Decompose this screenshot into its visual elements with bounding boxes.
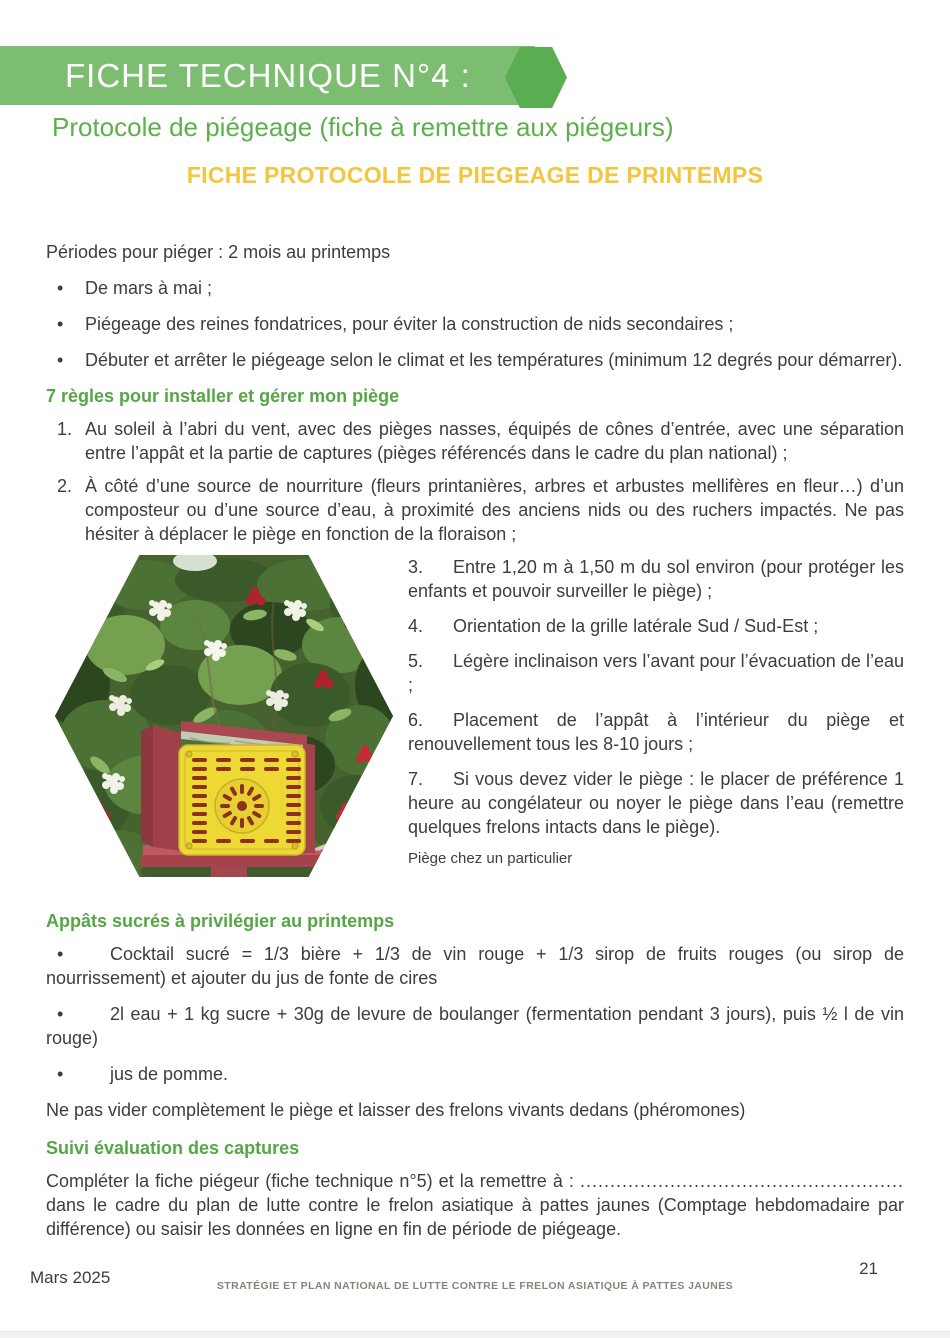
item-text: Au soleil à l’abri du vent, avec des pièges nasses, équipés de cônes d’entrée, avec une séparation entre l’appât et la partie de captures (pièges référencés dans le cadre du plan national) ; <box>85 419 904 463</box>
numbered-item <box>46 417 904 465</box>
item-number: 7. <box>408 769 424 789</box>
list-item <box>46 312 904 336</box>
followup-text-before: Compléter la fiche piégeur (fiche technique n°5) et la remettre à : <box>46 1171 580 1191</box>
item-text: À côté d’une source de nourriture (fleurs printanières, arbres et arbustes mellifères en fleur…) d’un composteur ou d’une source d’eau, à proximité des anciens nids ou des ruchers impactés. Ne pas hésiter à déplacer le piège en fonction de la floraison ; <box>85 476 904 544</box>
item-number: 2. <box>57 476 73 496</box>
main-heading: FICHE PROTOCOLE DE PIEGEAGE DE PRINTEMPS <box>186 162 764 188</box>
rules-list-left <box>46 417 904 546</box>
bullet-icon: • <box>57 278 64 298</box>
intro-lead: Périodes pour piéger : 2 mois au printemps <box>46 242 391 262</box>
bullet-icon: • <box>57 350 64 370</box>
bullet-icon: • <box>57 314 64 334</box>
list-item-text: Cocktail sucré = 1/3 bière + 1/3 de vin rouge + 1/3 sirop de fruits rouges (ou sirop de nourrissement) et ajouter du jus de fonte de cires <box>46 944 904 988</box>
item-number: 5. <box>408 651 424 671</box>
bullet-icon: • <box>57 1004 64 1024</box>
numbered-item <box>46 474 904 546</box>
list-item-text: Piégeage des reines fondatrices, pour éviter la construction de nids secondaires ; <box>85 314 734 334</box>
bullet-icon: • <box>57 1064 64 1084</box>
rules-heading: 7 règles pour installer et gérer mon piège <box>46 386 400 406</box>
numbered-item <box>408 708 904 756</box>
item-text: Entre 1,20 m à 1,50 m du sol environ (pour protéger les enfants et pouvoir surveiller le piège) ; <box>408 557 904 601</box>
footer-date: Mars 2025 <box>30 1268 111 1287</box>
list-item <box>46 1062 904 1086</box>
baits-note: Ne pas vider complètement le piège et laisser des frelons vivants dedans (phéromones) <box>46 1100 746 1120</box>
item-number: 6. <box>408 710 424 730</box>
page-subtitle: Protocole de piégeage (fiche à remettre aux piégeurs) <box>52 112 674 142</box>
numbered-item <box>408 614 904 638</box>
figure-row <box>46 555 904 879</box>
numbered-item <box>408 649 904 697</box>
list-item <box>46 1002 904 1050</box>
bullet-icon: • <box>57 944 64 964</box>
list-item <box>46 348 904 372</box>
item-text: Si vous devez vider le piège : le placer de préférence 1 heure au congélateur ou noyer le piège dans l’eau (remettre quelques frelons intacts dans le piège). <box>408 769 904 837</box>
list-item-text: Débuter et arrêter le piégeage selon le climat et les températures (minimum 12 degrés pour démarrer). <box>85 350 903 370</box>
rules-list-right <box>408 555 904 879</box>
dotted-fill-line: ...................................................... <box>579 1171 904 1191</box>
followup-text-after: dans le cadre du plan de lutte contre le frelon asiatique à pattes jaunes (Comptage hebdomadaire par différence) ou saisir les données en ligne en fin de période de piégeage. <box>46 1195 904 1239</box>
document-body <box>46 240 904 1241</box>
numbered-item <box>408 767 904 839</box>
item-text: Placement de l’appât à l’intérieur du piège et renouvellement tous les 8-10 jours ; <box>408 710 904 754</box>
list-item <box>46 942 904 990</box>
list-item-text: 2l eau + 1 kg sucre + 30g de levure de boulanger (fermentation pendant 3 jours), puis ½ l de vin rouge) <box>46 1004 904 1048</box>
list-item <box>46 276 904 300</box>
footer-running-title: STRATÉGIE ET PLAN NATIONAL DE LUTTE CONTRE LE FRELON ASIATIQUE À PATTES JAUNES <box>216 1280 734 1292</box>
item-number: 3. <box>408 557 424 577</box>
header-banner <box>0 46 535 105</box>
page-number: 21 <box>859 1259 878 1278</box>
item-text: Légère inclinaison vers l’avant pour l’évacuation de l’eau ; <box>408 651 904 695</box>
baits-heading: Appâts sucrés à privilégier au printemps <box>46 911 395 931</box>
page-title: FICHE TECHNIQUE N°4 : <box>65 57 471 94</box>
numbered-item <box>408 555 904 603</box>
photo-caption: Piège chez un particulier <box>408 850 573 867</box>
trap-photo-image <box>55 555 393 877</box>
followup-heading: Suivi évaluation des captures <box>46 1138 300 1158</box>
item-text: Orientation de la grille latérale Sud / Sud-Est ; <box>453 616 819 636</box>
item-number: 4. <box>408 616 424 636</box>
page-bottom-strip <box>0 1331 950 1338</box>
list-item-text: jus de pomme. <box>110 1064 229 1084</box>
item-number: 1. <box>57 419 73 439</box>
followup-paragraph <box>46 1169 904 1241</box>
intro-bullet-list <box>46 276 904 372</box>
list-item-text: De mars à mai ; <box>85 278 213 298</box>
